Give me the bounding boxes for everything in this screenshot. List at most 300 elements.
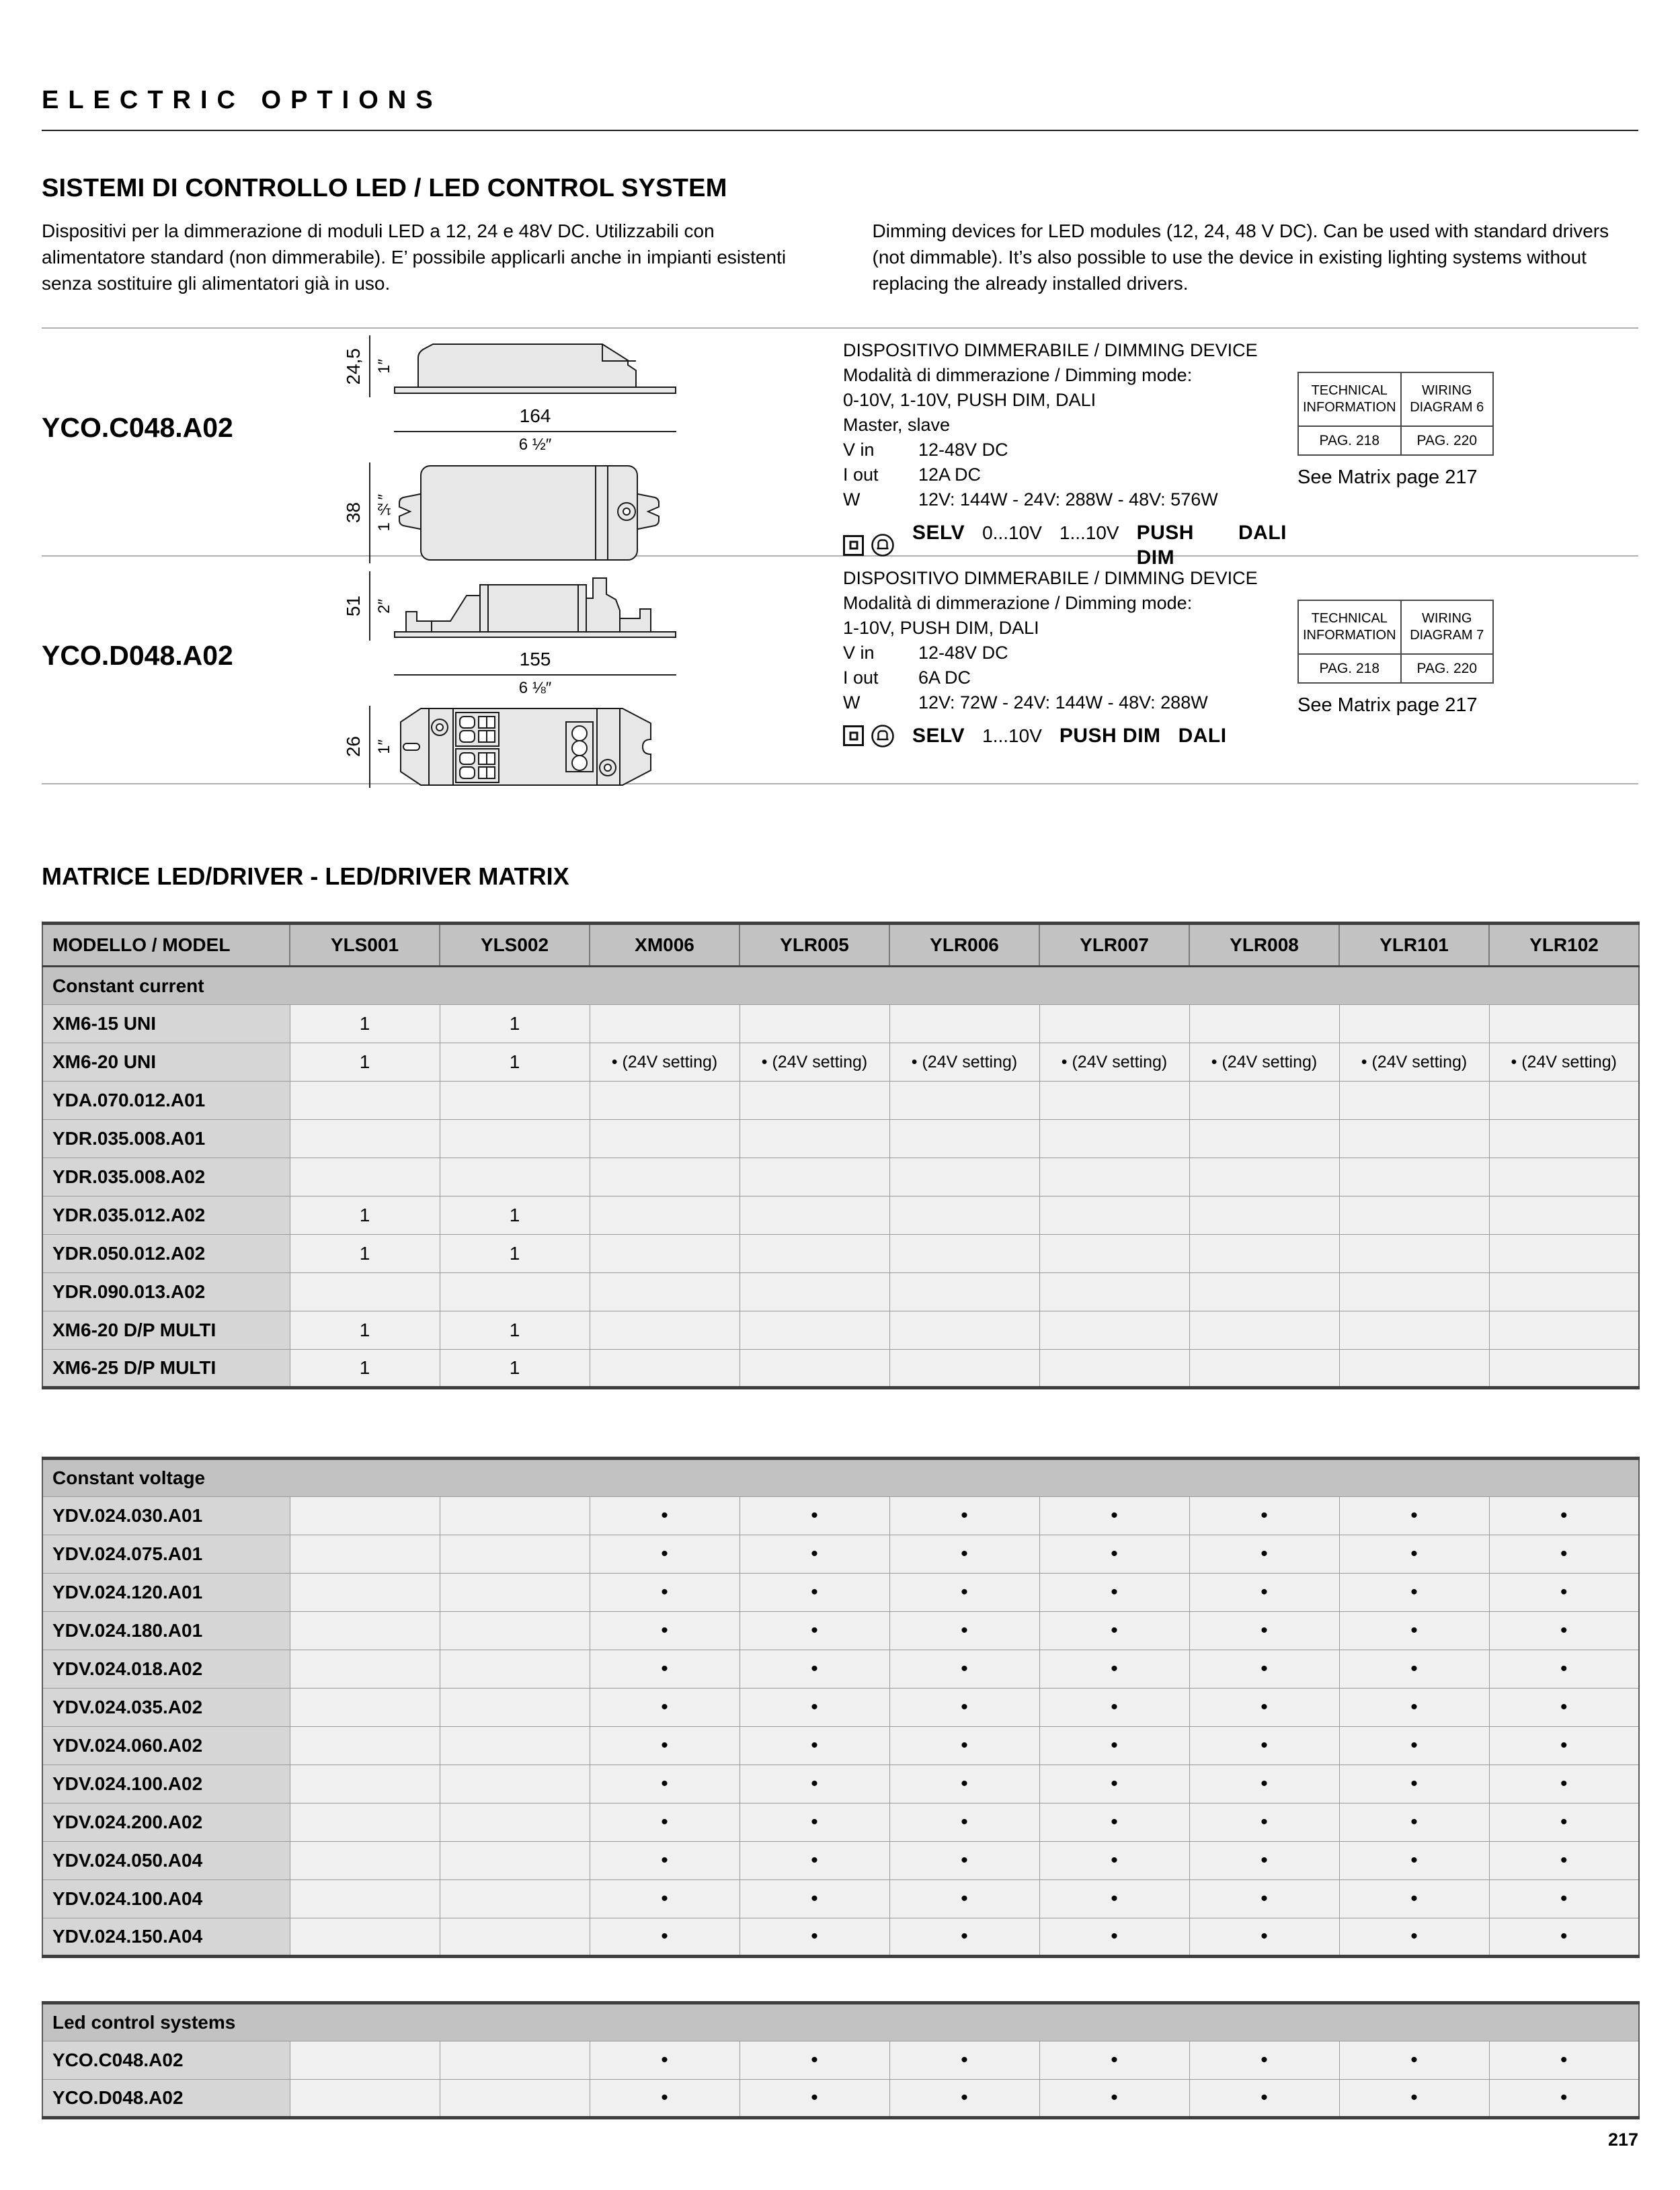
model-cell: YDV.024.200.A02 <box>42 1803 290 1842</box>
matrix-cell <box>1339 1197 1489 1235</box>
certification-badge: DALI <box>1178 725 1227 747</box>
wiring-diagram-page: PAG. 220 <box>1402 425 1493 454</box>
matrix-cell: • <box>1189 1689 1339 1727</box>
column-header: YLR102 <box>1489 924 1639 967</box>
product-code: YCO.C048.A02 <box>42 412 233 443</box>
spec-table <box>843 641 1287 715</box>
matrix-cell: 1 <box>440 1350 590 1388</box>
matrix-cell <box>889 1005 1039 1043</box>
table-row <box>42 1689 1639 1727</box>
matrix-cell <box>739 1350 889 1388</box>
matrix-cell <box>290 1082 440 1120</box>
matrix-cell <box>1189 1350 1339 1388</box>
table-row <box>42 2041 1639 2080</box>
table-row <box>42 1350 1639 1388</box>
model-cell: XM6-20 D/P MULTI <box>42 1311 290 1350</box>
matrix-cell: • <box>590 1765 739 1803</box>
matrix-cell: • <box>590 1918 739 1957</box>
matrix-cell <box>1339 1120 1489 1158</box>
matrix-cell <box>1489 1273 1639 1311</box>
matrix-cell <box>290 1765 440 1803</box>
matrix-cell: • <box>1189 1918 1339 1957</box>
table-row <box>42 1005 1639 1043</box>
matrix-cell <box>440 1082 590 1120</box>
technical-drawing <box>337 335 676 563</box>
matrix-cell: • <box>739 1574 889 1612</box>
matrix-cell <box>1189 1005 1339 1043</box>
matrix-cell: • (24V setting) <box>889 1043 1039 1082</box>
intro-text-italian: Dispositivi per la dimmerazione di moduli LED a 12, 24 e 48V DC. Utilizzabili con alimentatore standard (non dimmerabile). E’ possibile applicarli anche in impianti esistenti senza sostituire gli alimentatori già in uso. <box>42 220 787 294</box>
spec-value: 12A DC <box>918 464 982 485</box>
matrix-cell: • <box>1189 1765 1339 1803</box>
matrix-note: See Matrix page 217 <box>1297 467 1478 488</box>
matrix-cell <box>440 1120 590 1158</box>
matrix-cell <box>889 1235 1039 1273</box>
spec-value: 12V: 144W - 24V: 288W - 48V: 576W <box>918 489 1218 510</box>
matrix-cell: • <box>1189 1727 1339 1765</box>
matrix-cell <box>739 1235 889 1273</box>
spec-row <box>843 641 1287 665</box>
certification-badge: 1...10V <box>982 725 1042 746</box>
side-view-drawing <box>394 335 676 397</box>
matrix-cell: • <box>739 1689 889 1727</box>
matrix-cell: • <box>889 1880 1039 1918</box>
matrix-cell: • <box>1039 1689 1189 1727</box>
dimension-inch: 1″ <box>375 359 393 374</box>
section-header: Led control systems <box>42 2003 1639 2041</box>
column-header: YLS001 <box>290 924 440 967</box>
dimension-mm: 26 <box>343 736 364 758</box>
table-row <box>42 1803 1639 1842</box>
matrix-cell: 1 <box>440 1043 590 1082</box>
matrix-cell: • <box>739 1842 889 1880</box>
matrix-cell <box>440 1880 590 1918</box>
matrix-cell <box>290 1918 440 1957</box>
matrix-cell: • <box>1489 1727 1639 1765</box>
section-header: Constant current <box>42 967 1639 1005</box>
matrix-cell: • <box>1489 1650 1639 1689</box>
dimension-width <box>337 706 394 788</box>
matrix-cell <box>590 1158 739 1197</box>
matrix-cell <box>440 1497 590 1535</box>
matrix-cell <box>1339 1082 1489 1120</box>
matrix-cell: • (24V setting) <box>1489 1043 1639 1082</box>
master-slave: Master, slave <box>843 415 951 435</box>
matrix-cell: • <box>889 1803 1039 1842</box>
independent-device-icon <box>871 533 895 557</box>
product-specs <box>843 338 1287 570</box>
dimension-length <box>394 405 676 454</box>
header-rule <box>42 130 1638 131</box>
table-row <box>42 2080 1639 2118</box>
matrix-cell: • <box>739 1727 889 1765</box>
matrix-cell: • <box>889 1612 1039 1650</box>
model-cell: YDV.024.030.A01 <box>42 1497 290 1535</box>
matrix-note: See Matrix page 217 <box>1297 694 1478 716</box>
matrix-cell: • (24V setting) <box>590 1043 739 1082</box>
matrix-cell <box>590 1005 739 1043</box>
matrix-cell: • <box>590 1689 739 1727</box>
technical-information-page: PAG. 218 <box>1299 425 1402 454</box>
bottom-view-drawing <box>394 462 676 563</box>
matrix-cell <box>1339 1350 1489 1388</box>
matrix-table <box>42 1457 1640 1958</box>
table-row <box>42 1880 1639 1918</box>
matrix-title: MATRICE LED/DRIVER - LED/DRIVER MATRIX <box>42 862 569 890</box>
matrix-cell <box>1339 1005 1489 1043</box>
matrix-cell: • <box>590 2080 739 2118</box>
matrix-cell <box>290 1158 440 1197</box>
matrix-cell <box>440 1727 590 1765</box>
matrix-cell <box>1489 1350 1639 1388</box>
matrix-table-led-control-systems <box>42 2001 1638 2119</box>
matrix-cell: • (24V setting) <box>1189 1043 1339 1082</box>
model-cell: XM6-20 UNI <box>42 1043 290 1082</box>
matrix-cell: • <box>1039 1880 1189 1918</box>
certification-badge: DALI <box>1238 522 1287 544</box>
dimension-inch: 6 ⅛″ <box>518 679 552 697</box>
matrix-cell: • <box>1339 1497 1489 1535</box>
matrix-cell: • <box>1039 2080 1189 2118</box>
matrix-table <box>42 2001 1640 2119</box>
dimming-modes: 1-10V, PUSH DIM, DALI <box>843 618 1039 638</box>
matrix-cell: • <box>739 1497 889 1535</box>
column-header: YLR101 <box>1339 924 1489 967</box>
matrix-cell: • <box>739 2041 889 2080</box>
class-ii-icon <box>843 725 864 746</box>
matrix-cell: • <box>889 1727 1039 1765</box>
matrix-cell <box>440 1689 590 1727</box>
matrix-cell: • <box>1039 1727 1189 1765</box>
dimming-mode-label: Modalità di dimmerazione / Dimming mode: <box>843 365 1193 385</box>
matrix-cell <box>440 1273 590 1311</box>
section-header-row <box>42 1459 1639 1497</box>
column-header: MODELLO / MODEL <box>42 924 290 967</box>
page-header-title: ELECTRIC OPTIONS <box>42 86 442 114</box>
dimension-mm: 164 <box>519 405 551 426</box>
model-cell: YDR.035.012.A02 <box>42 1197 290 1235</box>
matrix-cell <box>1339 1158 1489 1197</box>
matrix-cell <box>1339 1235 1489 1273</box>
class-ii-icon <box>843 535 864 556</box>
matrix-cell: • <box>1339 1918 1489 1957</box>
matrix-cell: • <box>1039 1803 1189 1842</box>
matrix-cell: • <box>1489 1880 1639 1918</box>
technical-information-link[interactable]: TECHNICAL INFORMATION <box>1299 373 1402 425</box>
matrix-cell: • <box>1489 1612 1639 1650</box>
column-header: YLR008 <box>1189 924 1339 967</box>
model-cell: YDV.024.150.A04 <box>42 1918 290 1957</box>
column-header: YLR007 <box>1039 924 1189 967</box>
column-header: YLR005 <box>739 924 889 967</box>
matrix-cell <box>290 1880 440 1918</box>
matrix-cell <box>290 1803 440 1842</box>
dimension-inch: 1 ½″ <box>375 494 393 532</box>
dimension-length <box>394 649 676 698</box>
matrix-cell <box>590 1235 739 1273</box>
matrix-cell <box>739 1311 889 1350</box>
matrix-cell: • (24V setting) <box>1339 1043 1489 1082</box>
model-cell: YDR.035.008.A01 <box>42 1120 290 1158</box>
certification-badge: PUSH DIM <box>1136 522 1194 569</box>
table-row <box>42 1043 1639 1082</box>
matrix-cell: • <box>1489 1803 1639 1842</box>
matrix-cell <box>290 1842 440 1880</box>
matrix-cell <box>440 1535 590 1574</box>
dimension-inch: 1″ <box>375 739 393 754</box>
section-title: SISTEMI DI CONTROLLO LED / LED CONTROL SYSTEM <box>42 174 727 202</box>
matrix-cell: • <box>1039 1842 1189 1880</box>
matrix-cell <box>889 1273 1039 1311</box>
matrix-cell <box>1039 1005 1189 1043</box>
matrix-cell <box>1189 1311 1339 1350</box>
section-header: Constant voltage <box>42 1459 1639 1497</box>
matrix-cell: • <box>1339 2080 1489 2118</box>
matrix-cell: • <box>739 1535 889 1574</box>
matrix-cell: • <box>889 1650 1039 1689</box>
certification-badge: 0...10V <box>982 522 1042 543</box>
matrix-cell: 1 <box>440 1235 590 1273</box>
matrix-cell <box>440 1158 590 1197</box>
matrix-cell <box>889 1120 1039 1158</box>
matrix-cell: • <box>889 2080 1039 2118</box>
dimming-modes: 0-10V, 1-10V, PUSH DIM, DALI <box>843 390 1096 410</box>
matrix-cell: 1 <box>290 1235 440 1273</box>
spec-row <box>843 690 1287 715</box>
spec-row <box>843 438 1287 462</box>
certification-badge: 1...10V <box>1059 522 1119 543</box>
matrix-cell <box>290 1612 440 1650</box>
certification-badge: PUSH DIM <box>1059 725 1161 747</box>
spec-value: 12-48V DC <box>918 440 1008 460</box>
intro-text-english: Dimming devices for LED modules (12, 24, 48 V DC). Can be used with standard drivers (not dimmable). It’s also possible to use the device in existing lighting systems without replacing the already installed drivers. <box>872 220 1609 294</box>
matrix-cell <box>1339 1273 1489 1311</box>
matrix-cell <box>440 1803 590 1842</box>
matrix-cell: 1 <box>440 1311 590 1350</box>
matrix-cell: • <box>1489 1689 1639 1727</box>
model-cell: YDR.090.013.A02 <box>42 1273 290 1311</box>
matrix-cell: • <box>1189 1612 1339 1650</box>
matrix-cell: • <box>1339 2041 1489 2080</box>
matrix-cell: 1 <box>290 1005 440 1043</box>
model-cell: XM6-25 D/P MULTI <box>42 1350 290 1388</box>
table-row <box>42 1574 1639 1612</box>
matrix-cell <box>440 1574 590 1612</box>
dimension-height <box>337 571 394 641</box>
bottom-view-drawing <box>394 706 676 788</box>
dimension-inch: 2″ <box>375 598 393 614</box>
matrix-cell <box>1489 1197 1639 1235</box>
matrix-cell <box>1339 1311 1489 1350</box>
section-header-row <box>42 967 1639 1005</box>
matrix-cell: • <box>1339 1535 1489 1574</box>
table-row <box>42 1650 1639 1689</box>
reference-box <box>1297 372 1494 489</box>
spec-label: I out <box>843 667 879 688</box>
model-cell: YCO.C048.A02 <box>42 2041 290 2080</box>
model-cell: YDV.024.100.A02 <box>42 1765 290 1803</box>
matrix-cell <box>1039 1311 1189 1350</box>
table-row <box>42 1158 1639 1197</box>
matrix-cell <box>290 2041 440 2080</box>
spec-value: 12V: 72W - 24V: 144W - 48V: 288W <box>918 692 1208 713</box>
table-row <box>42 1842 1639 1880</box>
product-specs <box>843 566 1287 748</box>
matrix-cell <box>590 1120 739 1158</box>
matrix-cell: • <box>1189 2080 1339 2118</box>
matrix-cell: • <box>1489 1765 1639 1803</box>
product-row-yco-c048 <box>42 329 1638 569</box>
matrix-cell: • <box>1039 1918 1189 1957</box>
matrix-cell <box>1489 1005 1639 1043</box>
matrix-cell: • <box>1189 1803 1339 1842</box>
matrix-cell: • <box>1189 1535 1339 1574</box>
product-row-yco-d048 <box>42 557 1638 784</box>
matrix-cell <box>440 2080 590 2118</box>
matrix-cell <box>590 1311 739 1350</box>
matrix-cell: • <box>1189 1574 1339 1612</box>
matrix-cell: 1 <box>440 1197 590 1235</box>
matrix-cell <box>739 1158 889 1197</box>
wiring-diagram-link[interactable]: WIRING DIAGRAM 6 <box>1410 383 1484 415</box>
dimension-inch: 6 ½″ <box>518 436 552 454</box>
matrix-cell: • <box>590 1535 739 1574</box>
matrix-cell: • <box>1189 1842 1339 1880</box>
table-row <box>42 1120 1639 1158</box>
matrix-cell <box>889 1158 1039 1197</box>
page-number: 217 <box>1607 2130 1638 2150</box>
matrix-cell: • <box>739 1765 889 1803</box>
matrix-cell: • <box>889 1497 1039 1535</box>
matrix-cell <box>440 1650 590 1689</box>
matrix-cell <box>1039 1350 1189 1388</box>
matrix-cell: • <box>590 1574 739 1612</box>
model-cell: YDV.024.075.A01 <box>42 1535 290 1574</box>
matrix-cell: • <box>1339 1842 1489 1880</box>
table-row <box>42 1311 1639 1350</box>
wiring-diagram-link[interactable]: WIRING DIAGRAM 7 <box>1410 611 1484 643</box>
dimension-mm: 38 <box>343 502 364 524</box>
matrix-cell <box>1039 1158 1189 1197</box>
table-row <box>42 1765 1639 1803</box>
matrix-cell <box>290 1535 440 1574</box>
matrix-cell <box>290 1727 440 1765</box>
column-header: XM006 <box>590 924 739 967</box>
model-cell: YDV.024.050.A04 <box>42 1842 290 1880</box>
spec-title: DISPOSITIVO DIMMERABILE / DIMMING DEVICE <box>843 568 1258 588</box>
matrix-cell: • (24V setting) <box>739 1043 889 1082</box>
spec-label: W <box>843 489 861 510</box>
certification-badge: SELV <box>912 522 965 544</box>
matrix-cell <box>739 1273 889 1311</box>
matrix-cell <box>290 1650 440 1689</box>
matrix-cell: • <box>1189 2041 1339 2080</box>
model-cell: YCO.D048.A02 <box>42 2080 290 2118</box>
matrix-cell: • <box>1039 2041 1189 2080</box>
column-header: YLS002 <box>440 924 590 967</box>
table-row <box>42 1612 1639 1650</box>
matrix-cell <box>889 1311 1039 1350</box>
matrix-cell: 1 <box>290 1350 440 1388</box>
matrix-cell <box>290 1120 440 1158</box>
matrix-cell <box>440 1765 590 1803</box>
matrix-cell <box>739 1082 889 1120</box>
matrix-cell: • <box>889 1574 1039 1612</box>
matrix-cell: • <box>1189 1880 1339 1918</box>
matrix-cell <box>590 1197 739 1235</box>
matrix-cell: • <box>1489 2080 1639 2118</box>
matrix-cell <box>590 1350 739 1388</box>
intro-section <box>42 174 1638 296</box>
matrix-cell <box>590 1273 739 1311</box>
spec-row <box>843 665 1287 690</box>
matrix-cell: • <box>590 2041 739 2080</box>
matrix-cell: • <box>739 1918 889 1957</box>
certification-badge: SELV <box>912 725 965 747</box>
matrix-cell: • <box>1039 1765 1189 1803</box>
matrix-cell <box>889 1197 1039 1235</box>
spec-label: I out <box>843 464 879 485</box>
matrix-header-row <box>42 924 1639 967</box>
matrix-cell: • <box>739 1803 889 1842</box>
matrix-cell: • <box>1039 1574 1189 1612</box>
wiring-diagram-page: PAG. 220 <box>1402 653 1493 682</box>
model-cell: YDR.035.008.A02 <box>42 1158 290 1197</box>
spec-row <box>843 462 1287 487</box>
table-row <box>42 1497 1639 1535</box>
matrix-cell: • <box>1489 1574 1639 1612</box>
matrix-cell <box>1489 1082 1639 1120</box>
column-header: YLR006 <box>889 924 1039 967</box>
matrix-cell: • <box>1489 1535 1639 1574</box>
table-row <box>42 1235 1639 1273</box>
matrix-cell <box>889 1350 1039 1388</box>
matrix-cell: • <box>1339 1803 1489 1842</box>
dimension-mm: 51 <box>343 595 364 617</box>
matrix-cell: • <box>1489 1918 1639 1957</box>
matrix-table-constant-voltage <box>42 1457 1638 1958</box>
dimming-mode-label: Modalità di dimmerazione / Dimming mode: <box>843 593 1193 613</box>
technical-information-link[interactable]: TECHNICAL INFORMATION <box>1299 601 1402 653</box>
dimension-mm: 155 <box>519 649 551 670</box>
matrix-cell: 1 <box>290 1043 440 1082</box>
matrix-cell <box>440 1918 590 1957</box>
matrix-cell <box>290 1574 440 1612</box>
matrix-cell <box>290 1273 440 1311</box>
matrix-cell: • <box>590 1803 739 1842</box>
table-row <box>42 1273 1639 1311</box>
dimension-mm: 24,5 <box>343 348 364 385</box>
table-row <box>42 1082 1639 1120</box>
matrix-cell: • <box>590 1612 739 1650</box>
matrix-cell <box>440 2041 590 2080</box>
matrix-cell: • (24V setting) <box>1039 1043 1189 1082</box>
matrix-cell <box>1039 1273 1189 1311</box>
matrix-cell: • <box>739 1650 889 1689</box>
matrix-cell: • <box>1189 1650 1339 1689</box>
model-cell: YDV.024.035.A02 <box>42 1689 290 1727</box>
spec-row <box>843 487 1287 512</box>
dimension-width <box>337 462 394 563</box>
matrix-cell: • <box>1039 1650 1189 1689</box>
spec-table <box>843 438 1287 512</box>
model-cell: YDV.024.180.A01 <box>42 1612 290 1650</box>
spec-value: 6A DC <box>918 667 971 688</box>
matrix-cell: • <box>1039 1612 1189 1650</box>
matrix-cell: • <box>590 1650 739 1689</box>
spec-label: V in <box>843 440 875 460</box>
matrix-cell <box>739 1197 889 1235</box>
